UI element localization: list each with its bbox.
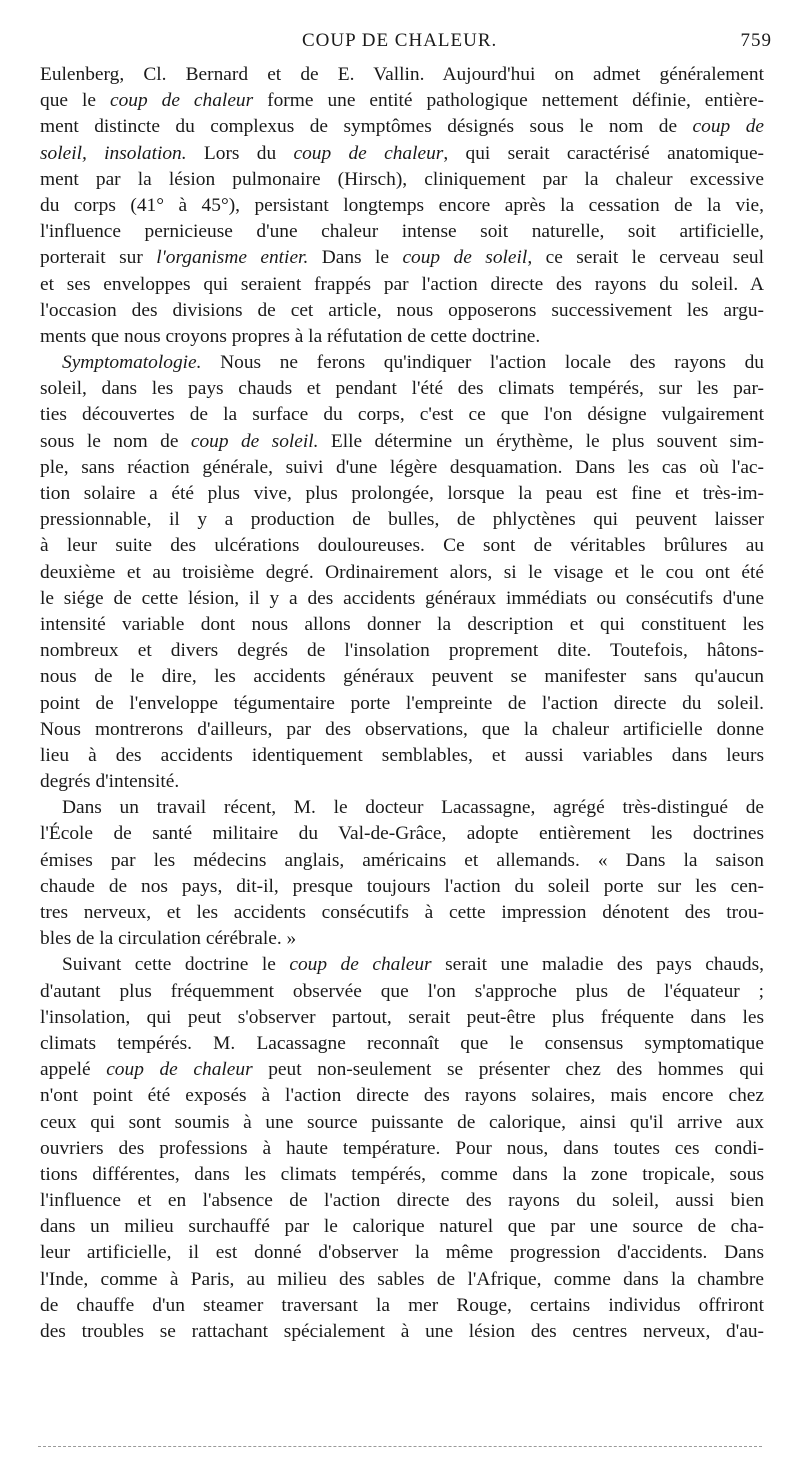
text-segment: de chauffe d'un steamer traversant la mer Rouge, certains individus offriront (40, 1294, 764, 1316)
text-segment: le siége de cette lésion, il y a des accidents généraux immédiats ou consécutifs d'une (40, 587, 764, 609)
text-line (40, 62, 764, 88)
text-segment: climats tempérés. M. Lacassagne reconnaît que le consensus symptomatique (40, 1032, 764, 1054)
text-segment: et ses enveloppes qui seraient frappés par l'action directe des rayons du soleil. A (40, 273, 764, 295)
text-segment: porterait sur (40, 247, 157, 269)
text-line (40, 795, 764, 821)
text-line (40, 429, 764, 455)
italic-text: coup de (692, 116, 764, 138)
text-line (40, 1083, 764, 1109)
text-segment: sous le nom de (40, 430, 191, 452)
text-line (40, 324, 764, 350)
text-line (40, 298, 764, 324)
text-line (40, 455, 764, 481)
text-line (40, 848, 764, 874)
text-segment: à leur suite des ulcérations douloureuses. Ce sont de véritables brûlures au (40, 535, 764, 557)
text-segment: l'influence et en l'absence de l'action directe des rayons du soleil, aussi bien (40, 1190, 764, 1212)
text-segment: intensité variable dont nous allons donner la description et qui constituent les (40, 613, 764, 635)
text-segment: ments que nous croyons propres à la réfutation de cette doctrine. (40, 325, 541, 347)
text-line (40, 1293, 764, 1319)
text-segment: nombreux et divers degrés de l'insolation proprement dite. Toutefois, hâtons- (40, 640, 764, 662)
text-segment: émises par les médecins anglais, américains et allemands. « Dans la saison (40, 849, 764, 871)
text-line (40, 821, 764, 847)
text-segment: nous de le dire, les accidents généraux peuvent se manifester sans qu'aucun (40, 666, 764, 688)
body-text (40, 62, 764, 1345)
text-line (40, 376, 764, 402)
italic-text: coup de soleil (402, 247, 528, 269)
text-line (40, 874, 764, 900)
text-segment: degrés d'intensité. (40, 771, 180, 793)
text-segment: ceux qui sont soumis à une source puissante de calorique, ainsi qu'il arrive aux (40, 1111, 764, 1133)
text-line (40, 219, 764, 245)
text-segment: des troubles se rattachant spécialement à une lésion des centres nerveux, d'au- (40, 1321, 764, 1342)
italic-text: l'organisme entier. (156, 247, 309, 269)
text-segment: Suivant cette doctrine le (62, 954, 290, 976)
text-line (40, 769, 764, 795)
text-segment: Dans le (308, 247, 403, 269)
text-segment: bles de la circulation cérébrale. » (40, 928, 297, 950)
italic-text: coup de chaleur (289, 954, 432, 976)
text-line (40, 900, 764, 926)
text-line (40, 1031, 764, 1057)
running-head (60, 30, 772, 56)
text-segment: , ce serait le cerveau seul (527, 247, 764, 269)
text-segment: tres nerveux, et les accidents consécutifs à cette impression dénotent des trou- (40, 902, 764, 923)
text-segment: que le (40, 90, 110, 112)
italic-text: soleil, insolation. (40, 142, 187, 164)
italic-text: coup de chaleur (293, 142, 444, 164)
text-line (40, 350, 764, 376)
text-line (40, 638, 764, 664)
text-line (40, 1188, 764, 1214)
text-line (40, 743, 764, 769)
text-segment: Elle détermine un érythème, le plus souvent sim- (318, 430, 764, 452)
text-segment: n'ont point été exposés à l'action directe des rayons solaires, mais encore chez (40, 1085, 764, 1107)
text-segment: forme une entité pathologique nettement définie, entière- (253, 90, 764, 112)
text-line (40, 272, 764, 298)
italic-text: coup de chaleur (109, 90, 254, 112)
text-segment: Dans un travail récent, M. le docteur Lacassagne, agrégé très-distingué de (62, 797, 764, 819)
text-segment: Nous montrerons d'ailleurs, par des observations, que la chaleur artificielle donne (40, 718, 764, 740)
text-line (40, 1319, 764, 1345)
text-segment: ouvriers des professions à haute température. Pour nous, dans toutes ces condi- (40, 1137, 764, 1159)
text-line (40, 612, 764, 638)
text-line (40, 167, 764, 193)
text-segment: Eulenberg, Cl. Bernard et de E. Vallin. Aujourd'hui on admet généralement (40, 64, 764, 85)
text-line (40, 717, 764, 743)
page-number: 759 (740, 30, 772, 51)
text-segment: l'influence pernicieuse d'une chaleur intense soit naturelle, soit artificielle, (40, 221, 764, 243)
text-line (40, 114, 764, 140)
text-segment: ment par la lésion pulmonaire (Hirsch), cliniquement par la chaleur excessive (40, 168, 764, 190)
text-segment: Lors du (186, 142, 294, 164)
text-segment: ment distincte du complexus de symptômes désignés sous le nom de (40, 116, 693, 138)
text-segment: tions différentes, dans les climats tempérés, comme dans la zone tropicale, sous (40, 1163, 764, 1185)
text-line (40, 193, 764, 219)
text-segment: tion solaire a été plus vive, plus prolongée, lorsque la peau est fine et très-im- (40, 483, 764, 504)
text-line (40, 507, 764, 533)
text-segment: l'insolation, qui peut s'observer partout, serait peut-être plus fréquente dans les (40, 1006, 764, 1028)
text-segment: point de l'enveloppe tégumentaire porte l'empreinte de l'action directe du soleil. (40, 692, 764, 714)
text-segment: chaude de nos pays, dit-il, presque toujours l'action du soleil porte sur les cen- (40, 875, 764, 897)
italic-text: Symptomatologie. (62, 352, 202, 374)
text-line (40, 141, 764, 167)
text-line (40, 1005, 764, 1031)
text-line (40, 1240, 764, 1266)
text-segment: leur artificielle, il est donné d'observer la même progression d'accidents. Dans (40, 1242, 764, 1264)
text-line (40, 88, 764, 114)
text-segment: peut non-seulement se présenter chez des hommes qui (252, 1059, 764, 1081)
text-segment: du corps (41° à 45°), persistant longtemps encore après la cessation de la vie, (40, 194, 764, 216)
text-segment: ties découvertes de la surface du corps, c'est ce que l'on désigne vulgairement (40, 404, 764, 426)
text-line (40, 1136, 764, 1162)
text-line (40, 926, 764, 952)
text-segment: deuxième et au troisième degré. Ordinairement alors, si le visage et le cou ont été (40, 561, 764, 583)
text-segment: ple, sans réaction générale, suivi d'une légère desquamation. Dans les cas où l'ac- (40, 456, 764, 478)
text-segment: lieu à des accidents identiquement semblables, et aussi variables dans leurs (40, 744, 764, 766)
text-line (40, 1162, 764, 1188)
text-segment: pressionnable, il y a production de bulles, de phlyctènes qui peuvent laisser (40, 509, 764, 531)
text-line (40, 586, 764, 612)
text-line (40, 1057, 764, 1083)
text-segment: appelé (40, 1059, 107, 1081)
text-segment: dans un milieu surchauffé par le calorique naturel que par une source de cha- (40, 1216, 764, 1238)
text-line (40, 402, 764, 428)
italic-text: coup de soleil. (190, 430, 319, 452)
text-line (40, 664, 764, 690)
text-line (40, 1267, 764, 1293)
text-segment: , qui serait caractérisé anatomique- (443, 142, 764, 164)
text-line (40, 979, 764, 1005)
text-segment: Nous ne ferons qu'indiquer l'action locale des rayons du (201, 352, 764, 374)
text-line (40, 533, 764, 559)
text-line (40, 1214, 764, 1240)
text-segment: d'autant plus fréquemment observée que l'on s'approche plus de l'équateur ; (40, 980, 764, 1002)
text-segment: l'École de santé militaire du Val-de-Grâce, adopte entièrement les doctrines (40, 823, 764, 845)
text-segment: l'Inde, comme à Paris, au milieu des sables de l'Afrique, comme dans la chambre (40, 1268, 764, 1290)
footer-rule (38, 1446, 762, 1447)
text-line (40, 560, 764, 586)
italic-text: coup de chaleur (106, 1059, 253, 1081)
text-line (40, 1110, 764, 1136)
text-line (40, 691, 764, 717)
running-title: COUP DE CHALEUR. (302, 30, 498, 51)
text-line (40, 245, 764, 271)
text-segment: serait une maladie des pays chauds, (431, 954, 764, 976)
text-segment: soleil, dans les pays chauds et pendant l'été des climats tempérés, sur les par- (40, 378, 764, 400)
text-segment: l'occasion des divisions de cet article, nous opposerons successivement les argu- (40, 299, 764, 321)
text-line (40, 952, 764, 978)
text-line (40, 481, 764, 507)
